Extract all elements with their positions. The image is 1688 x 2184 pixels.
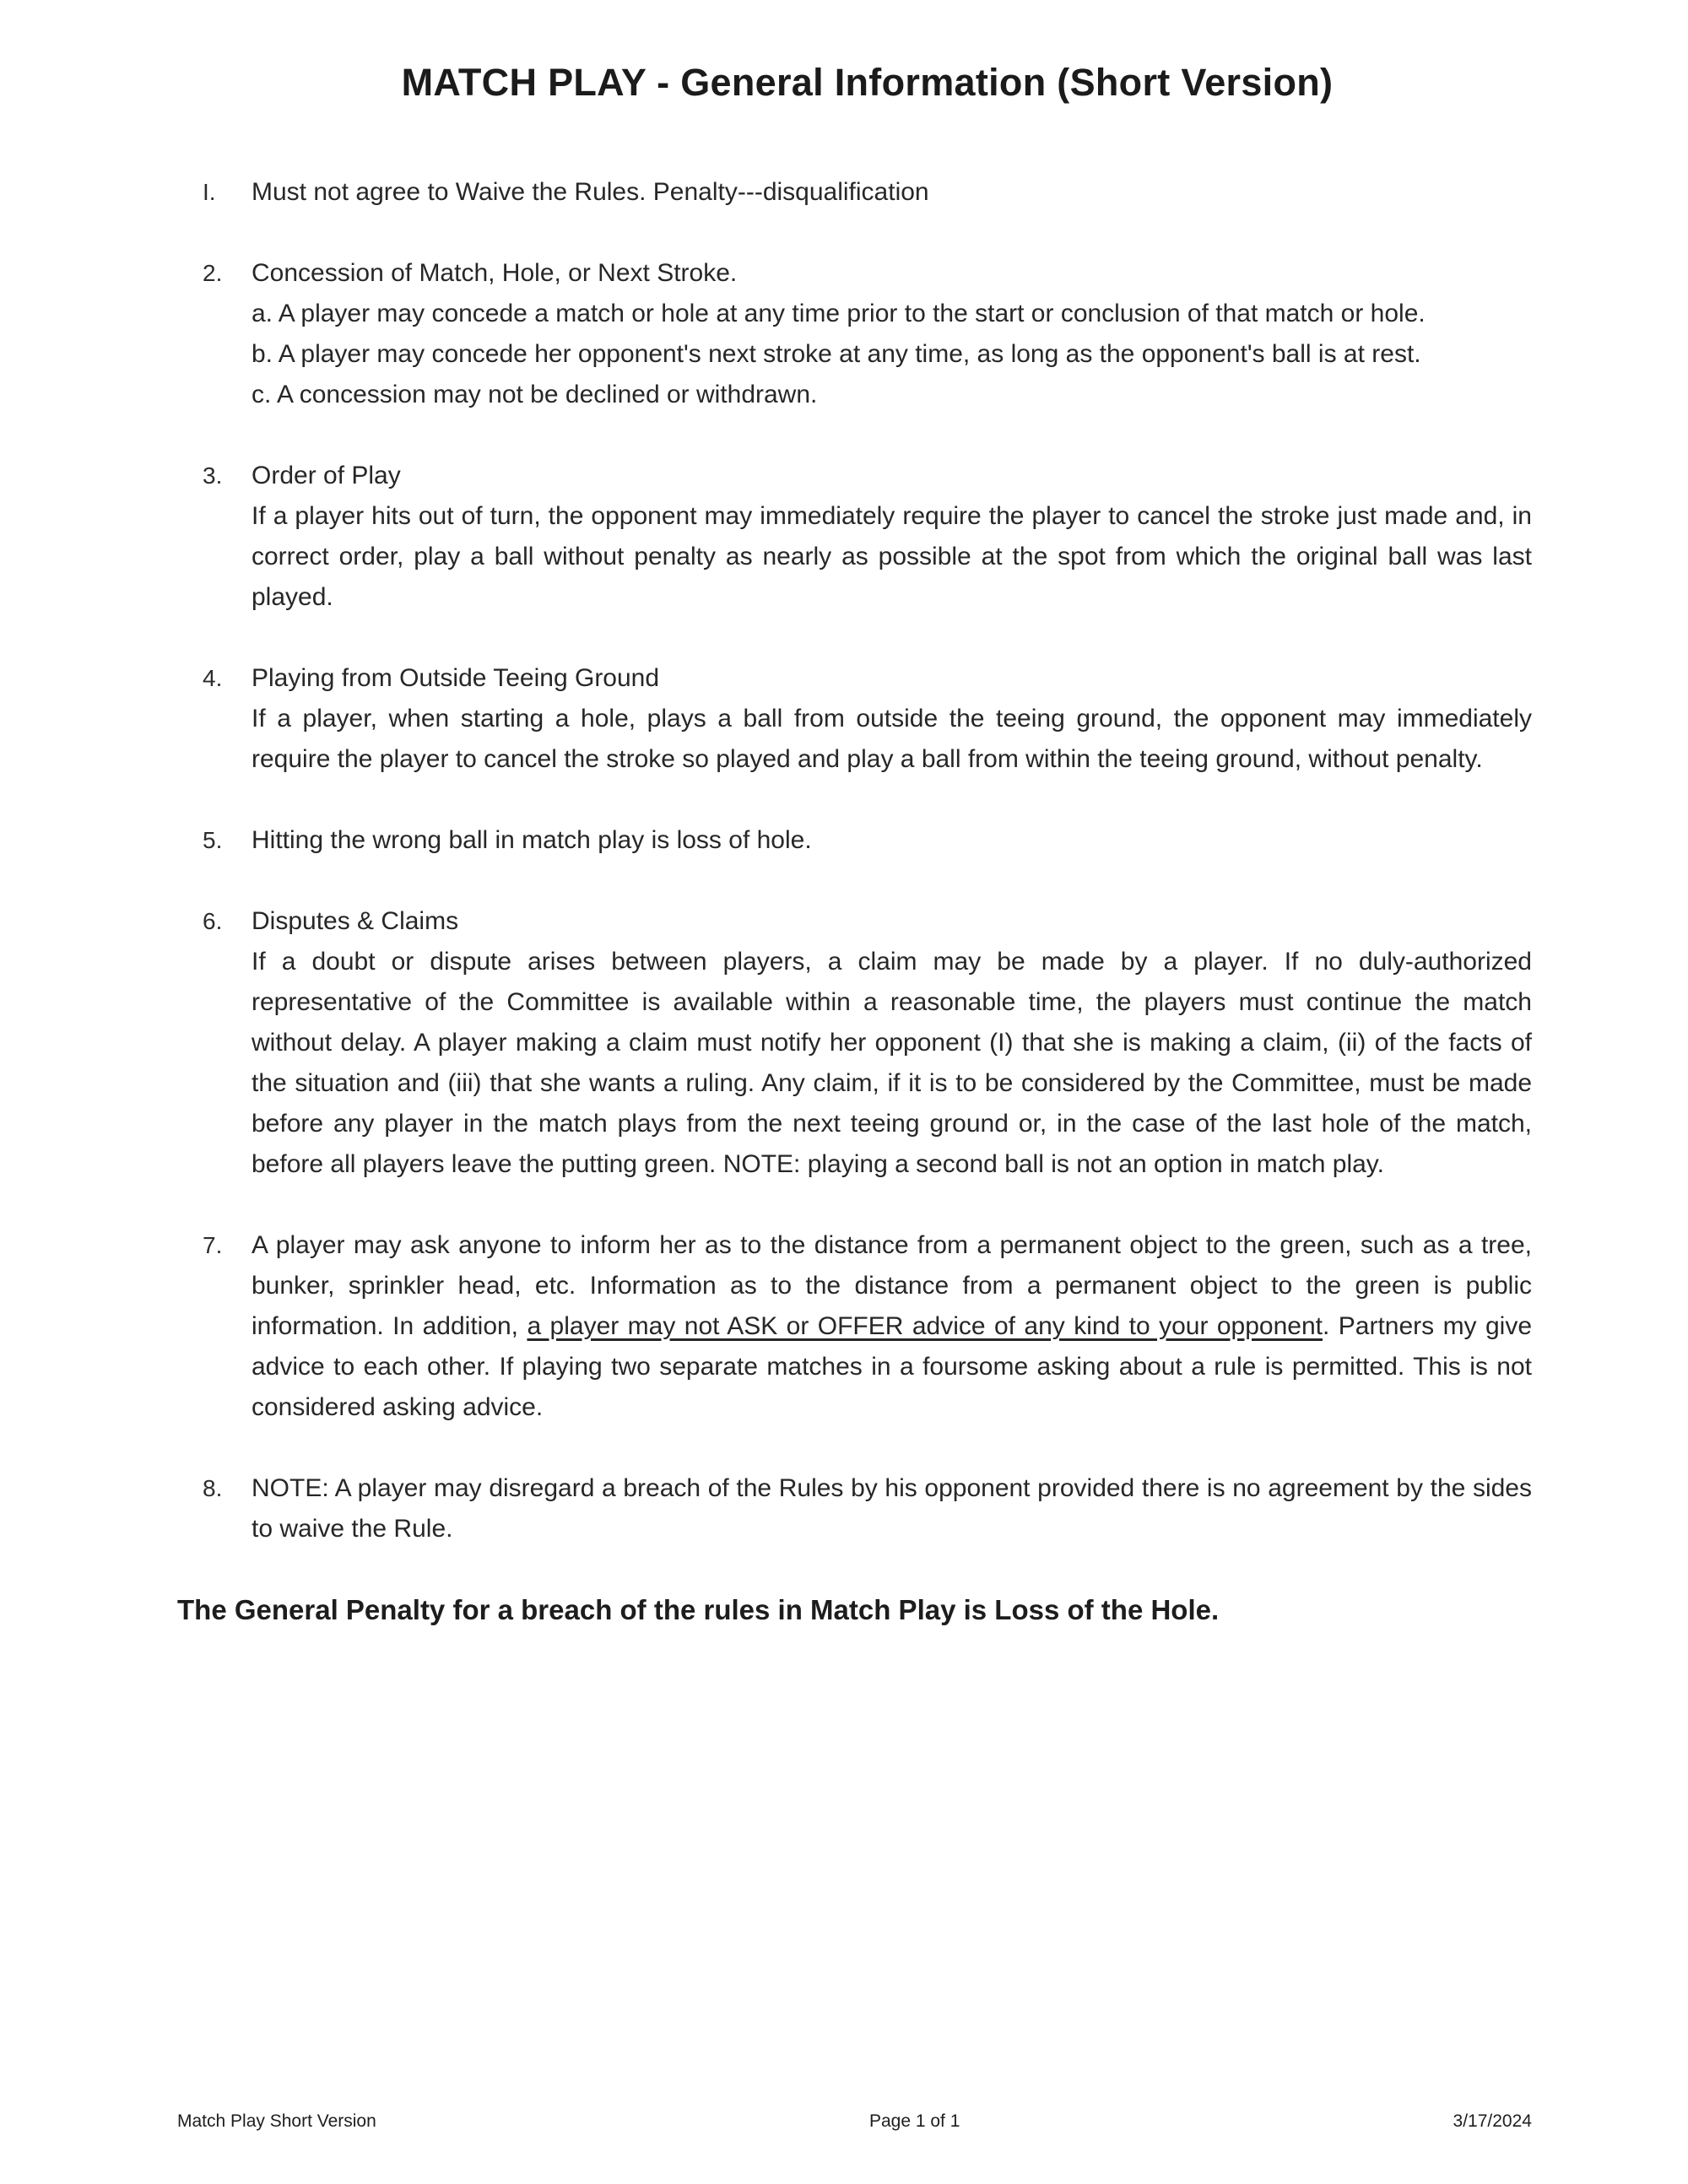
list-item-4 (203, 658, 1532, 780)
item-paragraph: If a player hits out of turn, the opponent may immediately require the player to cancel the stroke just made and, in correct order, play a ball without penalty as nearly as possible at the spot from which the original ball was last played. (252, 502, 1532, 611)
list-item-8 (203, 1468, 1532, 1549)
list-item-1 (203, 172, 1532, 213)
item-content (252, 456, 1532, 618)
item-number: 5. (203, 827, 223, 853)
closing-statement: The General Penalty for a breach of the rules in Match Play is Loss of the Hole. (177, 1594, 1220, 1625)
item-heading: Disputes & Claims (252, 907, 459, 935)
item-content (252, 172, 1532, 213)
item-heading: Playing from Outside Teeing Ground (252, 664, 660, 692)
footer-document-name: Match Play Short Version (177, 2111, 376, 2131)
list-item-2 (203, 253, 1532, 415)
footer-page-number: Page 1 of 1 (868, 2111, 960, 2131)
item-paragraph: If a doubt or dispute arises between players, a claim may be made by a player. If no duly-authorized representative of the Committee is available within a reasonable time, the players must continue the match without delay. A player making a claim must notify her opponent (I) that she is making a claim, (ii) of the facts of the situation and (iii) that she wants a ruling. Any claim, if it is to be considered by the Committee, must be made before any player in the match plays from the next teeing ground or, in the case of the last hole of the match, before all players leave the putting green. NOTE: playing a second ball is not an option in match play. (252, 948, 1532, 1178)
item-paragraph: a. A player may concede a match or hole at any time prior to the start or conclusion of that match or hole. (252, 300, 1426, 327)
item-content (252, 820, 1532, 861)
list-item-6 (203, 901, 1532, 1185)
page-footer (177, 2111, 1532, 2132)
item-heading: Must not agree to Waive the Rules. Penalty---disqualification (252, 178, 929, 206)
item-text-segment: A player may ask anyone to inform her as to the distance from a permanent object to the green, such as a tree, bunker, sprinkler head, etc. Information as to the distance from a permanent object to the green is public information. In addition, (252, 1231, 1532, 1340)
item-content (252, 901, 1532, 1185)
item-number: 8. (203, 1475, 223, 1501)
item-content (252, 1468, 1532, 1549)
item-paragraph: NOTE: A player may disregard a breach of the Rules by his opponent provided there is no agreement by the sides to waive the Rule. (252, 1474, 1532, 1543)
item-content (252, 658, 1532, 780)
item-number: I. (203, 179, 216, 205)
item-content (252, 253, 1532, 415)
item-text-underlined: a player may not ASK or OFFER advice of any kind to your opponent (527, 1312, 1323, 1340)
item-heading: Concession of Match, Hole, or Next Stroke. (252, 259, 738, 287)
item-number: 7. (203, 1232, 223, 1258)
item-content (252, 1225, 1532, 1428)
list-item-3 (203, 456, 1532, 618)
item-number: 6. (203, 908, 223, 934)
page-title: MATCH PLAY - General Information (Short Version) (401, 61, 1334, 104)
item-number: 4. (203, 665, 223, 691)
item-number: 3. (203, 462, 223, 489)
item-text-segment: . Partners my give advice to each other. If playing two separate matches in a foursome asking about a rule is permitted. This is not considered asking advice. (252, 1312, 1533, 1421)
item-heading: Order of Play (252, 462, 401, 489)
list-item-5 (203, 820, 1532, 861)
footer-date: 3/17/2024 (1453, 2111, 1532, 2131)
item-paragraph: If a player, when starting a hole, plays a ball from outside the teeing ground, the opponent may immediately require the player to cancel the stroke so played and play a ball from within the teeing ground, without penalty. (252, 705, 1532, 773)
item-number: 2. (203, 260, 223, 286)
list-item-7 (203, 1225, 1532, 1428)
item-paragraph (252, 1225, 1532, 1428)
item-paragraph: b. A player may concede her opponent's next stroke at any time, as long as the opponent's ball is at rest. (252, 340, 1421, 368)
item-paragraph: c. A concession may not be declined or withdrawn. (252, 381, 818, 408)
item-heading: Hitting the wrong ball in match play is loss of hole. (252, 826, 812, 854)
